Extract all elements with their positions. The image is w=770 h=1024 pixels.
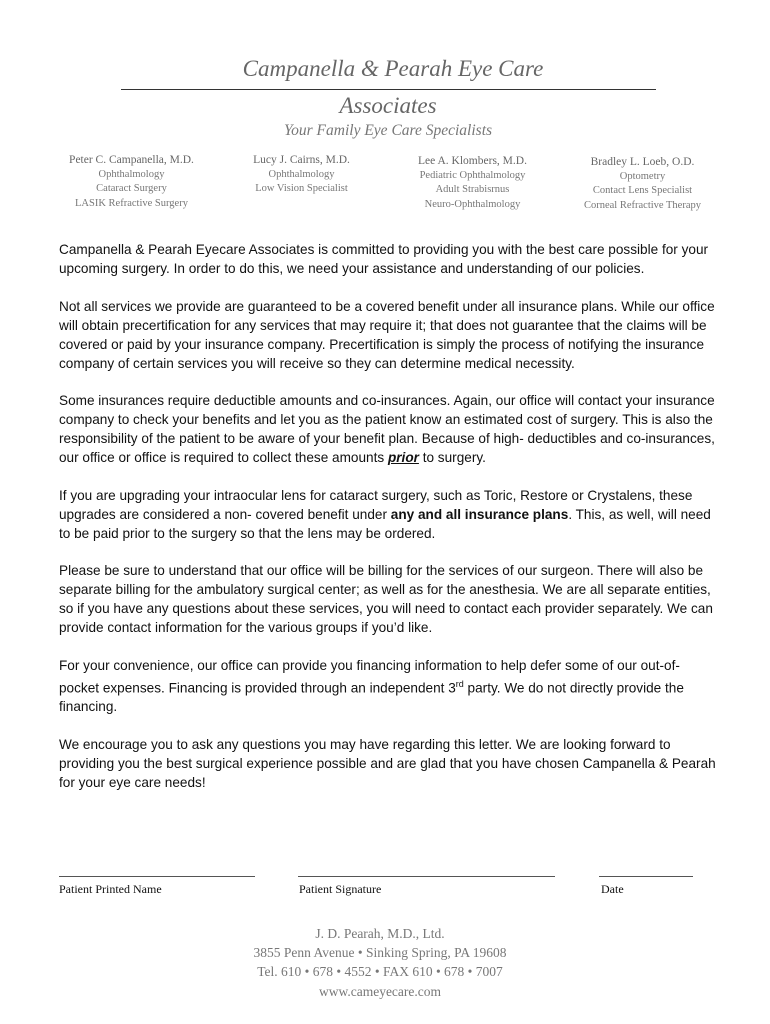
- footer-address: 3855 Penn Avenue • Sinking Spring, PA 19608: [253, 945, 507, 960]
- printed-name-line[interactable]: [59, 876, 255, 877]
- text-span: . This, as well, will need to be paid prior to the surgery so that the lens may be ordered.: [59, 506, 711, 541]
- text-span: Some insurances require deductible amounts and co-insurances. Again, our office will contact your insurance company to check your benefits and let you as the patient know an estimated cost of surgery. This is also the responsibility of the patient to be aware of your benefit plan. Because of high- deductibles and co-insurances, our office or office is required to collect these amounts: [59, 393, 715, 465]
- text-span: party. We do not directly provide the financing.: [59, 680, 684, 715]
- doctor-specialty: Optometry: [619, 170, 666, 182]
- doctor-name: Bradley L. Loeb, O.D.: [590, 156, 695, 168]
- paragraph-lens-upgrades: [59, 486, 719, 543]
- superscript-rd: rd: [455, 678, 464, 689]
- paragraph-financing: [59, 656, 719, 717]
- text-span: If you are upgrading your intraocular lens for cataract surgery, such as Toric, Restore or Crystalens, these upgrades are considered a non- covered benefit under: [59, 487, 693, 522]
- emphasis-prior: prior: [387, 450, 419, 465]
- paragraph-deductibles: [59, 391, 719, 467]
- doctor-specialty: Pediatric Ophthalmology: [419, 169, 526, 181]
- signature-label: Patient Signature: [299, 882, 382, 896]
- doctor-klombers: [400, 154, 545, 212]
- doctor-campanella: [54, 153, 209, 211]
- doctor-name: Lee A. Klombers, M.D.: [418, 155, 527, 167]
- letter-body: [59, 240, 719, 810]
- footer-phone: Tel. 610 • 678 • 4552 • FAX 610 • 678 • 7007: [257, 964, 503, 979]
- paragraph-closing: We encourage you to ask any questions you may have regarding this letter. We are looking forward to providing you the best surgical experience possible and are glad that you have chosen Campanella & Pearah for your eye care needs!: [59, 736, 716, 790]
- doctor-specialty: Low Vision Specialist: [255, 183, 348, 194]
- doctor-name: Lucy J. Cairns, M.D.: [253, 154, 350, 166]
- paragraph-intro: Campanella & Pearah Eyecare Associates is committed to providing you with the best care possible for your upcoming surgery. In order to do this, we need your assistance and understanding of our policies.: [59, 242, 709, 276]
- doctor-cairns: [234, 153, 369, 197]
- doctor-specialty: Neuro-Ophthalmology: [424, 198, 521, 210]
- title-divider: [121, 89, 656, 90]
- doctor-specialty: Contact Lens Specialist: [592, 185, 693, 196]
- practice-title-associates: Associates: [339, 93, 437, 118]
- text-span: For your convenience, our office can provide you financing information to help defer some of our out-of-pocket expenses. Financing is provided through an independent 3: [59, 657, 680, 696]
- printed-name-label: Patient Printed Name: [59, 882, 162, 896]
- doctor-specialty: Adult Strabisrnus: [435, 184, 510, 195]
- doctor-name: Peter C. Campanella, M.D.: [69, 154, 194, 166]
- doctor-specialty: Cataract Surgery: [96, 183, 167, 194]
- doctor-specialty: Ophthalmology: [268, 168, 335, 180]
- date-line[interactable]: [599, 876, 693, 877]
- paragraph-billing: Please be sure to understand that our office will be billing for the services of our surgeon. There will also be separate billing for the ambulatory surgical center; as well as for the anesthesia. We are all separate entities, so if you have any questions about these services, you will need to contact each provider separately. We can provide contact information for the various groups if you’d like.: [59, 563, 713, 635]
- doctor-specialty: LASIK Refractive Surgery: [75, 197, 188, 209]
- practice-title: Campanella & Pearah Eye Care: [242, 56, 544, 81]
- emphasis-all-plans: any and all insurance plans: [390, 506, 569, 522]
- doctor-specialty: Corneal Refractive Therapy: [583, 199, 701, 211]
- paragraph-precertification: Not all services we provide are guaranteed to be a covered benefit under all insurance plans. While our office will obtain precertification for any services that may require it; that does not guarantee that the claims will be covered or paid by your insurance company. Precertification is simply the process of notifying the insurance company of certain services you will receive so they can determine medical necessity.: [59, 298, 715, 371]
- practice-tagline: Your Family Eye Care Specialists: [283, 122, 493, 139]
- signature-line[interactable]: [298, 876, 555, 877]
- doctor-specialty: Ophthalmology: [98, 168, 165, 180]
- footer-website[interactable]: www.cameyecare.com: [318, 984, 442, 999]
- text-span: to surgery.: [418, 450, 486, 465]
- date-label: Date: [601, 882, 624, 896]
- footer-company: J. D. Pearah, M.D., Ltd.: [315, 926, 445, 941]
- doctor-loeb: [570, 155, 715, 213]
